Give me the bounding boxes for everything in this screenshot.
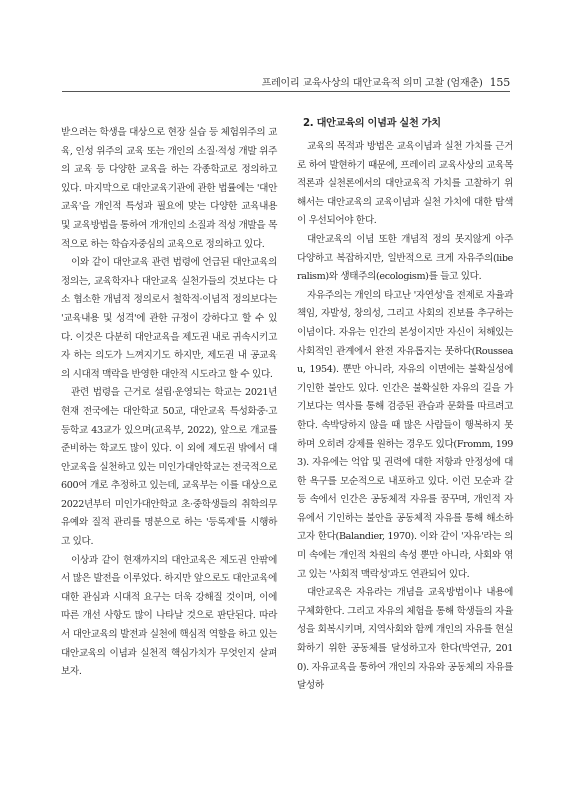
running-title: 프레이리 교육사상의 대안교육적 의미 고찰 (엄재춘) [261, 78, 483, 89]
body-paragraph: 자유주의는 개인의 타고난 '자연성'을 전제로 자율과 책임, 자발성, 창의성, 그리고 사회의 진보를 추구하는 이념이다. 자유는 인간의 본성이지만 자신이 처해있는 사회적인 관계에서 완전 자유롭지는 못하다(Rousseau, 1954). 뿐만 아니라, 자유의 이면에는 불확실성에 기인한 불안도 있다. 인간은 불확실한 자유의 길을 가기보다는 역사를 통해 검증된 관습과 문화를 따르려고 한다. 속박당하지 않을 때 많은 사람들이 행복하지 못하며 오히려 강제를 원하는 경우도 있다(Fromm, 1993). 자유에는 억압 및 권력에 대한 저항과 안정성에 대한 욕구를 모순적으로 내포하고 있다. 이런 모순과 갈등 속에서 인간은 공동체적 자유를 꿈꾸며, 개인적 자유에서 기인하는 불안을 공동체적 자유를 통해 해소하고자 한다(Balandier, 1970). 이와 같이 '자유'라는 의미 속에는 개인적 차원의 속성 뿐만 아니라, 사회와 엮고 있는 '사회적 맥락성'과도 연관되어 있다. [297, 289, 513, 580]
body-paragraph: 이와 같이 대안교육 관련 법령에 언급된 대안교육의 정의는, 교육학자나 대안교육 실천가들의 것보다는 다소 협소한 개념적 정의로서 철학적·이념적 정의보다는 '교육내용 및 성격'에 관한 규정이 강하다고 할 수 있다. 이것은 다분히 대안교육을 제도권 내로 귀속시키고자 하는 의도가 느껴지기도 하지만, 제도권 내 공교육의 시대적 맥락을 반영한 대안적 시도라고 할 수 있다. [61, 257, 277, 380]
right-column [297, 115, 513, 696]
page-number: 155 [489, 76, 510, 89]
left-column [61, 124, 277, 682]
body-paragraph: 교육의 목적과 방법은 교육이념과 실천 가치를 근거로 하여 발현하기 때문에, 프레이리 교육사상의 교육목적론과 실천론에서의 대안교육적 가치를 고찰하기 위해서는 대안교육의 교육이념과 실천 가치에 대한 탐색이 우선되어야 한다. [297, 141, 513, 227]
body-paragraph: 관련 법령을 근거로 설립·운영되는 학교는 2021년 현재 전국에는 대안학교 50교, 대안교육 특성화중·고등학교 43교가 있으며(교육부, 2022), 앞으로 개교를 준비하는 학교도 많이 있다. 이 외에 제도권 밖에서 대안교육을 실천하고 있는 미인가대안학교는 전국적으로 600여 개로 추정하고 있는데, 교육부는 이를 대상으로 2022년부터 미인가대안학교 초·중학생들의 취학의무 유예와 질적 관리를 명분으로 하는 '등록제'를 시행하고 있다. [61, 387, 277, 548]
body-paragraph: 이상과 같이 현재까지의 대안교육은 제도권 안팎에서 많은 발전을 이루었다. 하지만 앞으로도 대안교육에 대한 관심과 시대적 요구는 더욱 강해질 것이며, 이에 따른 개선 사항도 많이 나타날 것으로 판단된다. 따라서 대안교육의 발전과 실천에 핵심적 역할을 하고 있는 대안교육의 이념과 실천적 핵심가치가 무엇인지 살펴보자. [61, 554, 277, 678]
body-paragraph: 대안교육의 이념 또한 개념적 정의 못지않게 아주 다양하고 복잡하지만, 일반적으로 크게 자유주의(liberalism)와 생태주의(ecologism)를 들고 있다. [297, 233, 513, 283]
body-paragraph: 대안교육은 자유라는 개념을 교육방법이나 내용에 구체화한다. 그리고 자유의 체험을 통해 학생들의 자율성을 회복시키며, 지역사회와 함께 개인의 자유를 현실화하기 위한 공동체를 달성하고자 한다(박연규, 2010). 자유교육을 통하여 개인의 자유와 공동체의 자유를 달성하 [297, 587, 513, 692]
section-title: 2. 대안교육의 이념과 실천 가치 [303, 118, 441, 129]
body-paragraph: 받으려는 학생을 대상으로 현장 실습 등 체험위주의 교육, 인성 위주의 교육 또는 개인의 소질·적성 개발 위주의 교육 등 다양한 교육을 하는 각종학교로 정의하고 있다. 마지막으로 대안교육기관에 관한 법률에는 '대안교육'을 개인적 특성과 필요에 맞는 다양한 교육내용 및 교육방법을 통하여 개개인의 소질과 적성 개발을 목적으로 하는 학습자중심의 교육으로 정의하고 있다. [61, 127, 277, 250]
header-rule [62, 91, 510, 92]
running-header [62, 74, 510, 89]
